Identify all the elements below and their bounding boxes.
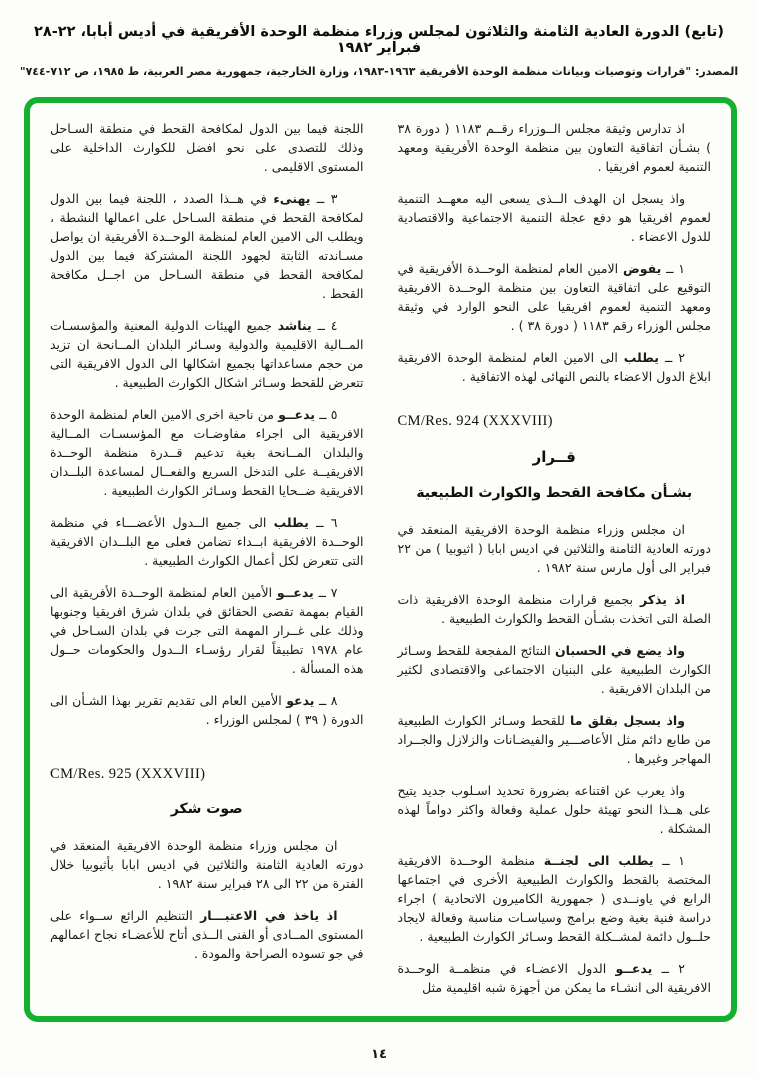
paragraph-text: من ناحية اخرى الامين العام لمنظمة الوحدة الافريقية الى اجراء مفاوضـات مع المؤسسـات المــالية والبلدان المــانحة بغية تدعيم قــدرة منظمة الوحــدة الافريقيــة على التدخل السريع والفعــال لمساعدة البلــدان الافريقية ضــحايا القحط وسـائر الكوارث الطبيعية . — [50, 407, 364, 498]
paragraph-text: الى الامين العام لمنظمة الوحدة الافريقية ابلاغ الدول الاعضاء بالنص النهائى لهذه الاتفاقية . — [397, 350, 711, 384]
paragraph-text: جميع الهيئات الدولية المعنية والمؤسسـات المــالية الاقليمية والدولية وسـائر البلدان المــانحة ان تزيد من حجم مساعداتها بجميع اشكالها الى الدول الافريقية التى تتعرض للقحط وسـائر اشكال الكوارث الطبيعية . — [50, 318, 364, 390]
paragraph-text: ان مجلس وزراء منظمة الوحدة الافريقية المنعقد في دورته العادية الثامنة والثلاثين في اديس ابابا ( اثيوبيا ) من ٢٢ فبراير الى أول مارس سنة ١٩٨٢ . — [397, 522, 711, 576]
paragraph-number: ٨ ــ — [314, 693, 338, 708]
paragraph-number: ٥ ــ — [315, 407, 338, 422]
paragraph-number: ٢ ــ — [652, 961, 685, 977]
paragraph — [50, 189, 364, 303]
left-column — [50, 119, 364, 1006]
paragraph-lead: يدعــو — [615, 961, 653, 977]
paragraph-text: ان مجلس وزراء منظمة الوحدة الافريقية المنعقد في دورته العادية الثامنة والثلاثين في اديس ابابا بأثيوبيا خلال الفترة من ٢٢ الى ٢٨ فبراير سنة ١٩٨٢ . — [50, 838, 364, 892]
paragraph — [398, 348, 712, 386]
paragraph-lead: يدعو — [286, 693, 315, 708]
paragraph-text: النتائج المفجعة للقحط وسـائر الكوارث الطبيعية على البنيان الاجتماعى والاقتصادى لكثير من البلدان الافريقية . — [397, 643, 711, 697]
paragraph — [50, 405, 364, 500]
paragraph — [398, 119, 712, 176]
resolution-ref-925: CM/Res. 925 (XXXVIII) — [50, 766, 206, 782]
paragraph-number: ٦ ــ — [308, 515, 338, 530]
paragraph — [398, 959, 712, 997]
section-heading-subject: بشـأن مكافحة القحط والكوارث الطبيعية — [416, 484, 693, 501]
section-heading-resolution: قــرار — [532, 448, 576, 467]
paragraph — [398, 781, 712, 838]
paragraph-lead: يهنىء — [273, 191, 311, 206]
paragraph-text: للقحط وسـائر الكوارث الطبيعية من طابع دائم مثل الأعاصـــير والفيضـانات والزلازل والجــراد المهاجر وغيرها . — [397, 713, 711, 767]
paragraph-text: واذ يعرب عن اقتناعه بضرورة تحديد اسـلوب جديد يتيح على هــذا النحو تهيئة حلول عملية وفعالة واكثر دواماً لهذه المشكلة . — [397, 783, 711, 837]
paragraph — [398, 590, 712, 628]
paragraph — [398, 711, 712, 768]
paragraph-text: الأمين العام لمنظمة الوحــدة الأفريقية الى القيام بمهمة تقصى الحقائق في بلدان شرق افريقيا وجنوبها وذلك على غــرار المهمة التى جرت في بلدان السـاحل في عام ١٩٧٨ تطبيقاً لقرار رؤسـاء الــدول والحكومات حــول هذه المسألة . — [50, 585, 364, 676]
paragraph-number: ١ ــ — [661, 261, 685, 276]
paragraph-lead: يدعــو — [278, 407, 315, 422]
page-header — [0, 0, 758, 78]
paragraph-text: الأمين العام الى تقديم تقرير بهذا الشـأن الى الدورة ( ٣٩ ) لمجلس الوزراء . — [50, 693, 364, 727]
paragraph-lead: اذ يذكر — [639, 592, 685, 608]
paragraph-text: اذ تدارس وثيقة مجلس الــوزراء رقــم ١١٨٣ ( دورة ٣٨ ) بشـأن اتفاقية التعاون بين منظمة الوحدة الأفريقية ومعهد التنمية لعموم افريقيا . — [397, 121, 711, 174]
content-frame — [24, 97, 737, 1022]
paragraph-text: الى جميع الــدول الأعضـــاء في منظمة الوحــدة الافريقية ابــداء تضامن فعلى مع البلــدان الافريقية التى تتعرض لكل أعمال الكوارث الطبيعية . — [50, 515, 364, 568]
paragraph-number: ٢ ــ — [659, 350, 685, 365]
paragraph — [398, 189, 712, 246]
paragraph — [398, 259, 712, 335]
paragraph — [50, 119, 364, 176]
resolution-ref-924: CM/Res. 924 (XXXVIII) — [397, 413, 553, 429]
paragraph — [50, 316, 364, 392]
paragraph-number: ١ ــ — [653, 853, 685, 869]
paragraph — [398, 641, 712, 698]
page-number: ١٤ — [371, 1047, 387, 1062]
paragraph — [50, 513, 364, 570]
page-footer — [0, 1047, 758, 1062]
paragraph-lead: واذ يسجل بقلق ما — [569, 713, 685, 729]
paragraph-text: منظمة الوحــدة الافريقية المختصة بالقحط والكوارث الطبيعية الأخرى في اجتماعها الرابع في ياونــدى ( جمهورية الكاميرون الاتحادية ) اجراء دراسة فنية بغية وضع برامج وسياسـات مناسبة وفعالة لايجاد حلــول دائمة لمشــكلة القحط وسـائر الكوارث الطبيعية . — [397, 853, 711, 945]
paragraph-number: ٣ ــ — [310, 191, 338, 206]
header-source-note: المصدر: "قرارات وتوصيات وبيانات منظمة الوحدة الأفريقية ١٩٦٣-١٩٨٣، وزارة الخارجية، جمهورية مصر العربية، ط ١٩٨٥، ص ٧١٢-٧٤٤" — [19, 65, 739, 78]
paragraph-lead: اذ ياخذ في الاعتبـــار — [200, 908, 338, 924]
paragraph — [50, 836, 364, 893]
paragraph — [398, 851, 712, 946]
paragraph-text: بجميع قرارات منظمة الوحدة الافريقية ذات الصلة التى اتخذت بشـأن القحط والكوارث الطبيعية . — [397, 592, 711, 627]
paragraph — [50, 583, 364, 678]
paragraph-lead: واذ يضع في الحسبان — [555, 643, 685, 659]
paragraph-text: التنظيم الرائع ســواء على المستوى المــادى أو الفنى الــذى أتاح للأعضـاء نجاح اعمالهم في جو تسوده الصراحة والمودة . — [50, 908, 364, 962]
right-column — [398, 119, 712, 1006]
paragraph-text: الامين العام لمنظمة الوحــدة الأفريقية في التوقيع على اتفاقية التعاون بين منظمة الوحــدة الافريقية ومعهد التنمية لعموم افريقيا على النحو الوارد في وثيقة مجلس الوزراء رقم ١١٨٣ ( دورة ٣٨ ) . — [397, 261, 711, 333]
paragraph-text: الدول الاعضـاء في منظمــة الوحــدة الافريقية الى انشـاء ما يمكن من أجهزة شبه اقليمية مثل — [397, 961, 711, 996]
paragraph — [50, 691, 364, 729]
paragraph-lead: يدعــو — [276, 585, 314, 600]
paragraph-text: في هــذا الصدد ، اللجنة فيما بين الدول لمكافحة القحط في منطقة السـاحل على اعمالها النشطة ، ويطلب الى الامين العام لمنظمة الوحــدة الأفريقية ان يواصل مسـاندته الثابتة لجهود اللجنة المشتركة فيما بين الدول لمكافحة القحط في منطقة السـاحل من اجــل مكافحة القحط . — [50, 191, 364, 301]
paragraph-lead: يناشد — [277, 318, 312, 333]
paragraph-text: واذ يسجل ان الهدف الــذى يسعى اليه معهــد التنمية لعموم افريقيا هو دفع عجلة التنمية الاجتماعية والاقتصادية للدول الاعضاء . — [397, 191, 711, 244]
paragraph-number: ٤ ــ — [311, 318, 338, 333]
paragraph — [398, 520, 712, 577]
section-heading-thanks: صوت شكر — [170, 801, 243, 818]
paragraph-lead: يطلب الى لجنــة — [543, 853, 654, 869]
paragraph-lead: يطلب — [273, 515, 309, 530]
header-title: (تابع) الدورة العادية الثامنة والثلاثون لمجلس وزراء منظمة الوحدة الأفريقية في أديس أبابا، ٢٢-٢٨ فبراير ١٩٨٢ — [34, 24, 724, 56]
paragraph-text: اللجنة فيما بين الدول لمكافحة القحط في منطقة السـاحل وذلك للتصدى على نحو افضل للكوارث الداخلية على المستوى الاقليمى . — [50, 121, 364, 174]
paragraph-lead: يطلب — [623, 350, 659, 365]
paragraph — [50, 906, 364, 963]
paragraph-lead: يفوض — [622, 261, 662, 276]
paragraph-number: ٧ ــ — [313, 585, 338, 600]
